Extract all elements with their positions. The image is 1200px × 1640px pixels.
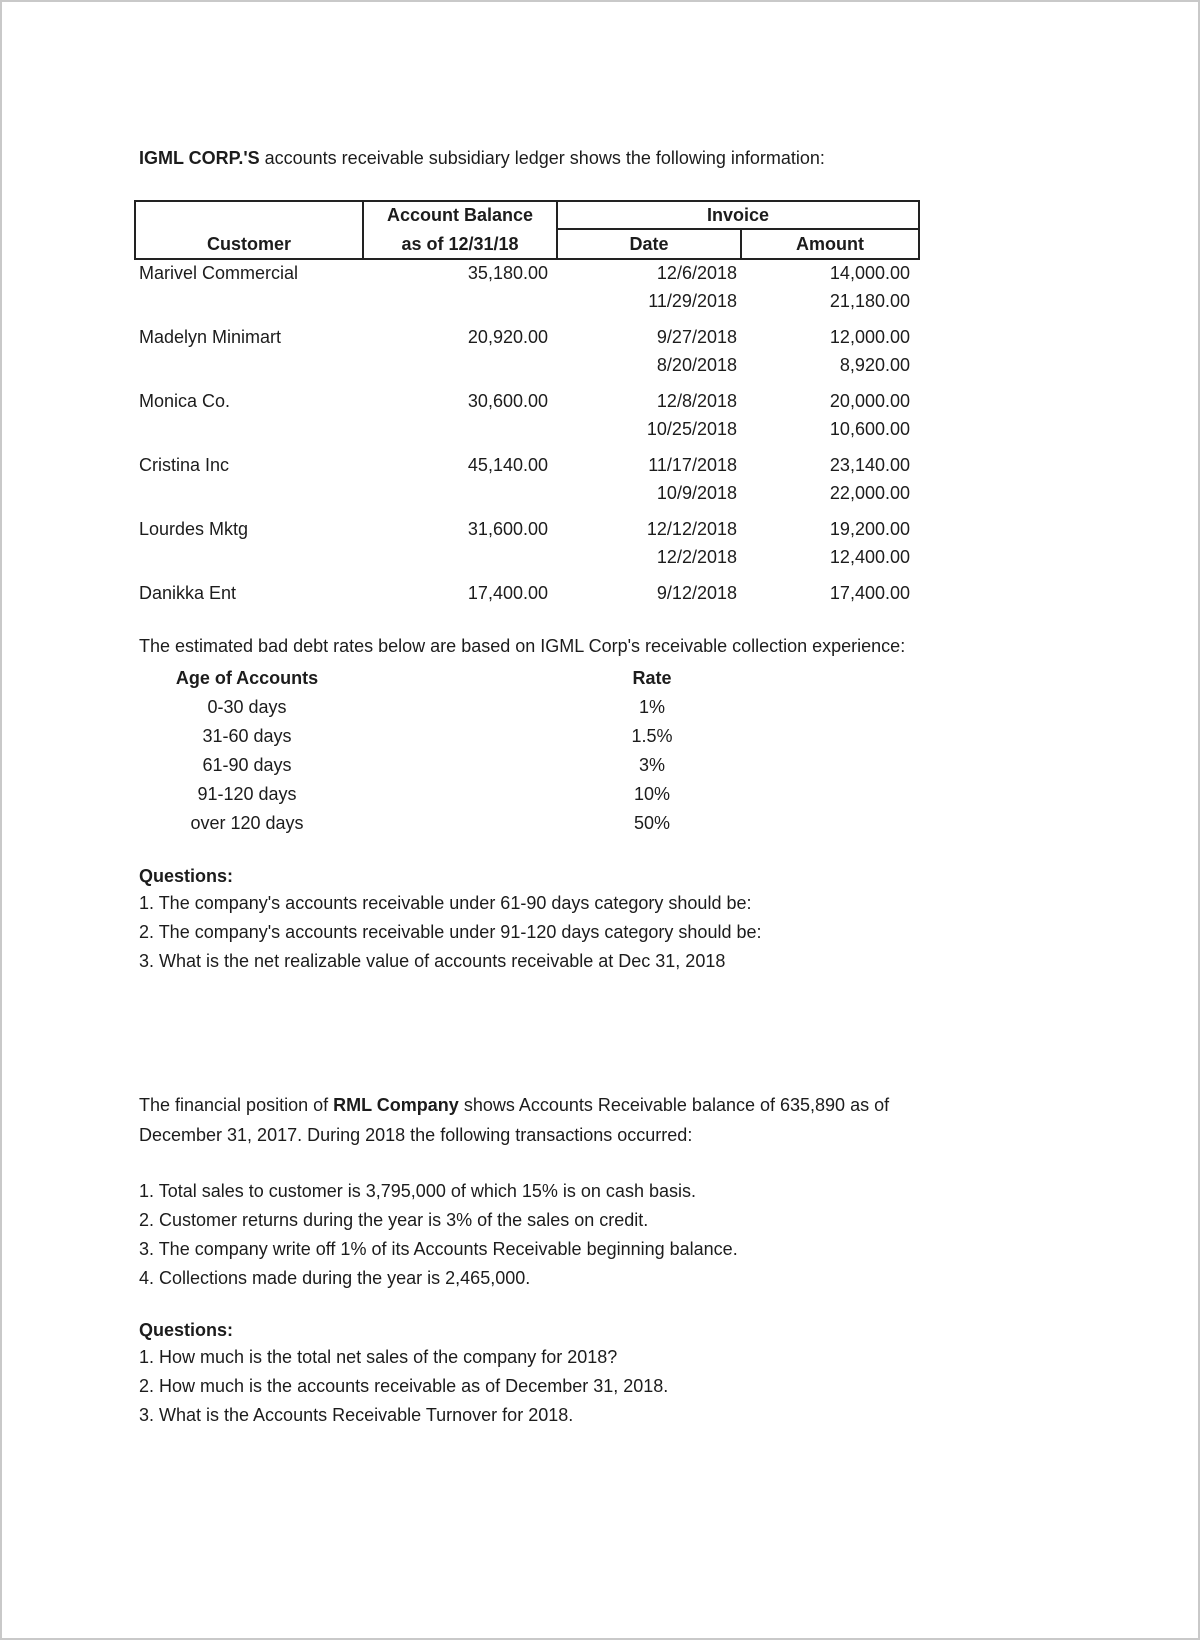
question-item: 3. What is the Accounts Receivable Turnover for 2018. xyxy=(139,1405,574,1425)
ledger-customer: Marivel Commercial xyxy=(139,263,299,283)
invoice-date: 11/17/2018 xyxy=(648,455,737,475)
rml-paragraph: The financial position of RML Company shows Accounts Receivable balance of 635,890 as of December 31, 2017. During 2018 the following transactions occurred: xyxy=(139,1095,890,1145)
company-name: IGML CORP.'S xyxy=(139,148,260,168)
header-balance-line1: Account Balance xyxy=(386,205,534,225)
question-item: 2. The company's accounts receivable under 91-120 days category should be: xyxy=(139,922,762,942)
ledger-balance: 31,600.00 xyxy=(467,519,548,539)
question-item: 3. What is the net realizable value of accounts receivable at Dec 31, 2018 xyxy=(139,951,726,971)
age-column xyxy=(162,664,332,838)
invoice-date: 10/9/2018 xyxy=(656,483,737,503)
rate-column xyxy=(602,664,702,838)
invoice-amount: 12,000.00 xyxy=(829,327,910,347)
questions-list xyxy=(139,889,762,976)
invoice-date: 8/20/2018 xyxy=(656,355,737,375)
intro-text: accounts receivable subsidiary ledger shows the following information: xyxy=(259,148,825,168)
header-customer: Customer xyxy=(206,234,291,254)
invoice-amount: 20,000.00 xyxy=(829,391,910,411)
age-header: Age of Accounts xyxy=(175,668,319,688)
age-item: over 120 days xyxy=(190,813,304,833)
invoice-date: 11/29/2018 xyxy=(648,291,737,311)
invoice-amount: 22,000.00 xyxy=(829,483,910,503)
age-item: 31-60 days xyxy=(202,726,292,746)
questions-heading: Questions: xyxy=(139,866,234,886)
ledger-customer: Monica Co. xyxy=(139,391,231,411)
age-item: 0-30 days xyxy=(207,697,287,717)
invoice-date: 12/8/2018 xyxy=(656,391,737,411)
rate-item: 50% xyxy=(633,813,671,833)
rate-header: Rate xyxy=(632,668,672,688)
ledger-intro xyxy=(139,148,825,169)
invoice-date: 12/12/2018 xyxy=(646,519,737,539)
ledger-customer: Madelyn Minimart xyxy=(139,327,282,347)
ledger-customer: Cristina Inc xyxy=(139,455,230,475)
ledger-customer: Danikka Ent xyxy=(139,583,237,603)
transaction-item: 2. Customer returns during the year is 3% of the sales on credit. xyxy=(139,1210,649,1230)
invoice-amount: 10,600.00 xyxy=(829,419,910,439)
invoice-date: 12/2/2018 xyxy=(656,547,737,567)
ledger-balance: 17,400.00 xyxy=(467,583,548,603)
header-amount: Amount xyxy=(796,234,864,254)
header-date: Date xyxy=(629,234,669,254)
ledger-customer: Lourdes Mktg xyxy=(139,519,249,539)
question-item: 1. The company's accounts receivable under 61-90 days category should be: xyxy=(139,893,752,913)
invoice-amount: 12,400.00 xyxy=(829,547,910,567)
invoice-date: 9/12/2018 xyxy=(656,583,737,603)
age-item: 61-90 days xyxy=(202,755,292,775)
header-balance-line2: as of 12/31/18 xyxy=(401,234,519,254)
invoice-amount: 14,000.00 xyxy=(829,263,910,283)
rml-company-name: RML Company xyxy=(333,1095,459,1115)
ledger-balance: 20,920.00 xyxy=(467,327,548,347)
invoice-amount: 19,200.00 xyxy=(829,519,910,539)
invoice-amount: 21,180.00 xyxy=(829,291,910,311)
ledger-balance: 45,140.00 xyxy=(467,455,548,475)
question-item: 2. How much is the accounts receivable as of December 31, 2018. xyxy=(139,1376,669,1396)
transaction-item: 3. The company write off 1% of its Accounts Receivable beginning balance. xyxy=(139,1239,738,1259)
questions-heading: Questions: xyxy=(139,1320,234,1340)
invoice-date: 10/25/2018 xyxy=(646,419,737,439)
questions-list xyxy=(139,1343,668,1430)
rate-item: 1.5% xyxy=(631,726,673,746)
age-item: 91-120 days xyxy=(197,784,297,804)
invoice-date: 12/6/2018 xyxy=(656,263,737,283)
transaction-item: 4. Collections made during the year is 2,465,000. xyxy=(139,1268,531,1288)
ledger-balance: 30,600.00 xyxy=(467,391,548,411)
rate-item: 3% xyxy=(638,755,665,775)
question-item: 1. How much is the total net sales of the company for 2018? xyxy=(139,1347,618,1367)
rate-item: 10% xyxy=(633,784,671,804)
bad-debt-intro: The estimated bad debt rates below are based on IGML Corp's receivable collection experience: xyxy=(139,636,906,656)
transactions-list xyxy=(139,1177,738,1293)
transaction-item: 1. Total sales to customer is 3,795,000 of which 15% is on cash basis. xyxy=(139,1181,696,1201)
invoice-amount: 8,920.00 xyxy=(839,355,910,375)
header-invoice: Invoice xyxy=(706,205,770,225)
invoice-amount: 23,140.00 xyxy=(829,455,910,475)
invoice-date: 9/27/2018 xyxy=(656,327,737,347)
ledger-balance: 35,180.00 xyxy=(467,263,548,283)
rate-item: 1% xyxy=(638,697,665,717)
invoice-amount: 17,400.00 xyxy=(829,583,910,603)
